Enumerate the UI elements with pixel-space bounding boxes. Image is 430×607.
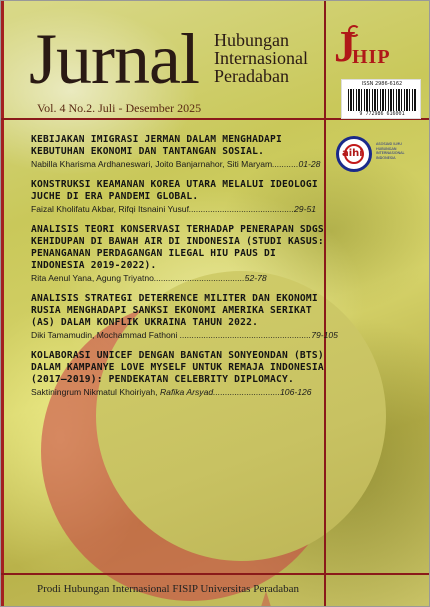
article-authors: Saktiningrum Nikmatul Khoiriyah, [31, 387, 160, 397]
article-authors: Nabilla Kharisma Ardhaneswari, Joito Banjarnahor, Siti Maryam [31, 159, 273, 169]
article-meta [31, 159, 331, 170]
article-pages: .......................................................79-105 [177, 330, 338, 340]
logo-letters-hip: HIP [352, 46, 391, 68]
article-meta [31, 387, 331, 398]
publisher-footer: Prodi Hubungan Internasional FISIP Universitas Peradaban [37, 583, 300, 595]
article-meta [31, 204, 331, 215]
footer-divider [1, 573, 430, 575]
table-of-contents [31, 134, 338, 407]
article-title: ANALISIS TEORI KONSERVASI TERHADAP PENERAPAN SDGS KEHIDUPAN DI BAWAH AIR DI INDONESIA (STUDI KASUS: PENANGANAN PERDAGANGAN ILEGAL HIU PAUS DI INDONESIA 2019-2022). [31, 224, 324, 271]
jhip-logo [334, 22, 420, 73]
journal-title: Jurnal [29, 19, 199, 99]
left-border-rule [1, 1, 4, 607]
article-meta [31, 273, 331, 284]
article-meta [31, 330, 338, 341]
issn-barcode [341, 79, 421, 119]
barcode-number: 9 772986 616001 [359, 111, 405, 117]
article-authors: Diki Tamamudin, Mochammad Fathoni [31, 330, 178, 340]
article-title: KEBIJAKAN IMIGRASI JERMAN DALAM MENGHADAPI KEBUTUHAN EKONOMI DAN TANTANGAN SOSIAL. [31, 134, 282, 157]
article-entry [31, 293, 338, 341]
article-pages: ......................................52-78 [153, 273, 267, 283]
article-entry [31, 224, 331, 284]
article-entry [31, 179, 331, 215]
crescent-icon [348, 25, 360, 37]
article-title: ANALISIS STRATEGI DETERRENCE MILITER DAN EKONOMI RUSIA MENGHADAPI SANKSI EKONOMI AMERIKA SERIKAT (AS) DALAM KONFLIK UKRAINA TAHUN 2022. [31, 293, 318, 328]
article-title: KONSTRUKSI KEAMANAN KOREA UTARA MELALUI IDEOLOGI JUCHE DI ERA PANDEMI GLOBAL. [31, 179, 318, 202]
barcode-icon [348, 89, 416, 111]
article-authors: Faizal Kholifatu Akbar, Rifqi Itsnaini Yusuf [31, 204, 189, 214]
issn-label: ISSN 2986-6162 [361, 81, 403, 87]
aihi-description: ASOSIASI ILMU HUBUNGAN INTERNASIONAL INDONESIA [376, 142, 405, 160]
article-pages: ............................106-126 [213, 387, 312, 397]
logo-letter-j: J [334, 22, 356, 71]
article-pages: ............................................29-51 [188, 204, 317, 214]
article-entry [31, 134, 331, 170]
article-authors-italic: Rafika Arsyad [159, 387, 214, 397]
subtitle-line-3: Peradaban [214, 66, 289, 86]
article-pages: ...........01-28 [272, 159, 321, 169]
volume-info: Vol. 4 No.2. Juli - Desember 2025 [37, 101, 202, 115]
article-entry [31, 350, 331, 398]
article-title: KOLABORASI UNICEF DENGAN BANGTAN SONYEONDAN (BTS) DALAM KAMPANYE LOVE MYSELF UNTUK REMAJA INDONESIA (2017–2019): PENDEKATAN CELEBRITY DIPLOMACY. [31, 350, 324, 385]
article-authors: Rita Aenul Yana, Agung Triyatno [31, 273, 154, 283]
aihi-wordmark: aihi [342, 148, 363, 159]
journal-subtitle [214, 31, 308, 85]
aihi-logo [336, 134, 422, 180]
subtitle-line-2: Internasional [214, 48, 308, 68]
subtitle-line-1: Hubungan [214, 30, 289, 50]
